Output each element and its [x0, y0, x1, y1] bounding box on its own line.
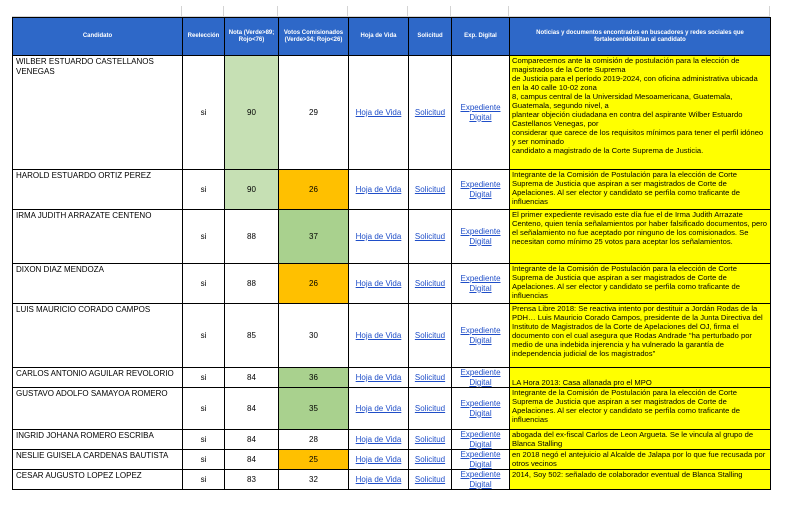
hoja-de-vida-link[interactable]: Hoja de Vida: [349, 450, 409, 470]
candidates-table: [12, 17, 771, 490]
news-cell[interactable]: [510, 210, 771, 264]
nota-cell[interactable]: 84: [225, 368, 279, 388]
hoja-de-vida-link[interactable]: Hoja de Vida: [349, 56, 409, 170]
solicitud-link[interactable]: Solicitud: [409, 264, 452, 304]
news-text: Integrante de la Comisión de Postulación para la elección de Corte Suprema de Justicia que aspiran a ser magistrados de Corte de Apelaciones. Al ser elector y candidato se perfila como traficante de influencias: [512, 264, 740, 300]
hoja-de-vida-link[interactable]: Hoja de Vida: [349, 264, 409, 304]
hoja-de-vida-link[interactable]: Hoja de Vida: [349, 368, 409, 388]
table-row: [13, 304, 771, 368]
expediente-digital-link[interactable]: Expediente Digital: [452, 264, 510, 304]
reeleccion-cell[interactable]: si: [183, 368, 225, 388]
expediente-digital-link[interactable]: Expediente Digital: [452, 388, 510, 430]
expediente-digital-link[interactable]: Expediente Digital: [452, 304, 510, 368]
candidate-name[interactable]: INGRID JOHANA ROMERO ESCRIBA: [13, 430, 183, 450]
solicitud-link[interactable]: Solicitud: [409, 450, 452, 470]
grid-cell[interactable]: [224, 6, 278, 17]
nota-cell[interactable]: 88: [225, 264, 279, 304]
nota-cell[interactable]: 88: [225, 210, 279, 264]
reeleccion-cell[interactable]: si: [183, 56, 225, 170]
table-row: [13, 430, 771, 450]
news-text: 2014, Soy 502: señalado de colaborador eventual de Blanca Stalling: [512, 470, 743, 479]
header-hoja-de-vida[interactable]: Hoja de Vida: [349, 18, 409, 56]
nota-cell[interactable]: 84: [225, 450, 279, 470]
votos-cell[interactable]: 28: [279, 430, 349, 450]
solicitud-link[interactable]: Solicitud: [409, 210, 452, 264]
news-cell[interactable]: [510, 264, 771, 304]
header-votos[interactable]: Votos Comisionados (Verde>34; Rojo<26): [279, 18, 349, 56]
news-cell[interactable]: [510, 470, 771, 490]
header-noticias[interactable]: Noticias y documentos encontrados en buscadores y redes sociales que fortalecen/debilitan al candidato: [510, 18, 771, 56]
header-solicitud[interactable]: Solicitud: [409, 18, 452, 56]
candidate-name[interactable]: DIXON DIAZ MENDOZA: [13, 264, 183, 304]
header-row: [13, 18, 771, 56]
reeleccion-cell[interactable]: si: [183, 470, 225, 490]
nota-cell[interactable]: 84: [225, 430, 279, 450]
reeleccion-cell[interactable]: si: [183, 388, 225, 430]
news-cell[interactable]: [510, 304, 771, 368]
reeleccion-cell[interactable]: si: [183, 450, 225, 470]
votos-cell[interactable]: 29: [279, 56, 349, 170]
news-text: Prensa Libre 2018: Se reactiva intento por destituir a Jordán Rodas de la PDH… Luis Mauricio Corado Campos, presidente de la Junta Directiva del Instituto de Magistrados de la Corte de Apelaciones del OJ, firma el documento con el cual asegura que Rodas Andrade "ha perturbado por medio de una indebida injerencia y ha vulnerado la garantía de independencia judicial de los magistrados": [512, 304, 763, 358]
news-cell[interactable]: [510, 388, 771, 430]
news-text: abogada del ex-fiscal Carlos de Leon Argueta. Se le vincula al grupo de Blanca Stalling: [512, 430, 754, 448]
nota-cell[interactable]: 90: [225, 56, 279, 170]
news-cell[interactable]: [510, 170, 771, 210]
votos-cell[interactable]: 30: [279, 304, 349, 368]
table-row: [13, 264, 771, 304]
nota-cell[interactable]: 85: [225, 304, 279, 368]
news-text: Integrante de la Comisión de Postulación para la elección de Corte Suprema de Justicia que aspiran a ser magistrados de Corte de Apelaciones. Al ser elector y candidato se perfila como traficante de influencias: [512, 170, 740, 206]
candidate-name[interactable]: CARLOS ANTONIO AGUILAR REVOLORIO: [13, 368, 183, 388]
candidate-name[interactable]: GUSTAVO ADOLFO SAMAYOA ROMERO: [13, 388, 183, 430]
header-reeleccion[interactable]: Reelección: [183, 18, 225, 56]
candidate-name[interactable]: CESAR AUGUSTO LOPEZ LOPEZ: [13, 470, 183, 490]
expediente-digital-link[interactable]: Expediente Digital: [452, 170, 510, 210]
table-row: [13, 470, 771, 490]
grid-cell[interactable]: [12, 6, 182, 17]
news-cell[interactable]: [510, 56, 771, 170]
reeleccion-cell[interactable]: si: [183, 430, 225, 450]
table-row: [13, 56, 771, 170]
votos-cell[interactable]: 36: [279, 368, 349, 388]
expediente-digital-link[interactable]: Expediente Digital: [452, 470, 510, 490]
grid-cell[interactable]: [348, 6, 408, 17]
grid-cell[interactable]: [182, 6, 224, 17]
candidate-name[interactable]: HAROLD ESTUARDO ORTIZ PEREZ: [13, 170, 183, 210]
solicitud-link[interactable]: Solicitud: [409, 470, 452, 490]
grid-cell[interactable]: [278, 6, 348, 17]
reeleccion-cell[interactable]: si: [183, 304, 225, 368]
news-text: LA Hora 2013: Casa allanada pro el MPO: [512, 378, 652, 387]
news-cell[interactable]: [510, 368, 771, 388]
candidate-name[interactable]: IRMA JUDITH ARRAZATE CENTENO: [13, 210, 183, 264]
solicitud-link[interactable]: Solicitud: [409, 368, 452, 388]
solicitud-link[interactable]: Solicitud: [409, 304, 452, 368]
news-text: El primer expediente revisado este día fue el de Irma Judith Arrazate Centeno, quien tenía señalamientos por haber falsificado documentos, pero el señalamiento no fue aceptado por ninguno de los comisionados. Se necesitan como mínimo 25 votos para aceptar los señalamientos.: [512, 210, 767, 246]
expediente-digital-link[interactable]: Expediente Digital: [452, 430, 510, 450]
reeleccion-cell[interactable]: si: [183, 210, 225, 264]
spreadsheet: [12, 6, 770, 490]
candidate-name[interactable]: WILBER ESTUARDO CASTELLANOS VENEGAS: [13, 56, 183, 170]
reeleccion-cell[interactable]: si: [183, 264, 225, 304]
solicitud-link[interactable]: Solicitud: [409, 56, 452, 170]
hoja-de-vida-link[interactable]: Hoja de Vida: [349, 388, 409, 430]
grid-cell[interactable]: [451, 6, 509, 17]
expediente-digital-link[interactable]: Expediente Digital: [452, 56, 510, 170]
votos-cell[interactable]: 32: [279, 470, 349, 490]
votos-cell[interactable]: 26: [279, 264, 349, 304]
candidate-name[interactable]: NESLIE GUISELA CARDENAS BAUTISTA: [13, 450, 183, 470]
table-row: [13, 368, 771, 388]
nota-cell[interactable]: 90: [225, 170, 279, 210]
table-row: [13, 388, 771, 430]
solicitud-link[interactable]: Solicitud: [409, 430, 452, 450]
votos-cell[interactable]: 35: [279, 388, 349, 430]
votos-cell[interactable]: 26: [279, 170, 349, 210]
expediente-digital-link[interactable]: Expediente Digital: [452, 368, 510, 388]
header-nota[interactable]: Nota (Verde>89; Rojo<76): [225, 18, 279, 56]
news-text: Comparecemos ante la comisión de postulación para la elección de magistrados de la Corte Suprema de Justicia para el período 2019-2024, con oficina administrativa ubicada en la 40 calle 10-02 zona 8, campus central de la Universidad Mesoamericana, Guatemala, Guatemala, segundo nivel, a plantear objeción ciudadana en contra del aspirante Wilber Estuardo Castellanos Venegas, por considerar que carece de los requisitos mínimos para tener el perfil idóneo y ser nominado candidato a magistrado de la Corte Suprema de Justicia.: [512, 56, 764, 155]
solicitud-link[interactable]: Solicitud: [409, 388, 452, 430]
hoja-de-vida-link[interactable]: Hoja de Vida: [349, 304, 409, 368]
reeleccion-cell[interactable]: si: [183, 170, 225, 210]
votos-cell[interactable]: 37: [279, 210, 349, 264]
hoja-de-vida-link[interactable]: Hoja de Vida: [349, 210, 409, 264]
hoja-de-vida-link[interactable]: Hoja de Vida: [349, 170, 409, 210]
header-exp-digital[interactable]: Exp. Digital: [452, 18, 510, 56]
hoja-de-vida-link[interactable]: Hoja de Vida: [349, 430, 409, 450]
table-row: [13, 450, 771, 470]
nota-cell[interactable]: 84: [225, 388, 279, 430]
expediente-digital-link[interactable]: Expediente Digital: [452, 450, 510, 470]
votos-cell[interactable]: 25: [279, 450, 349, 470]
grid-cell[interactable]: [509, 6, 770, 17]
news-text: en 2018 negó el antejuicio al Alcalde de Jalapa por lo que fue recusada por otros vecinos: [512, 450, 766, 468]
grid-top-row: [12, 6, 770, 17]
table-row: [13, 210, 771, 264]
news-cell[interactable]: [510, 450, 771, 470]
expediente-digital-link[interactable]: Expediente Digital: [452, 210, 510, 264]
table-row: [13, 170, 771, 210]
grid-cell[interactable]: [408, 6, 451, 17]
news-text: Integrante de la Comisión de Postulación para la elección de Corte Suprema de Justicia que aspiran a ser magistrados de Corte de Apelaciones. Al ser elector y candidato se perfila como traficante de influencias: [512, 388, 740, 424]
hoja-de-vida-link[interactable]: Hoja de Vida: [349, 470, 409, 490]
solicitud-link[interactable]: Solicitud: [409, 170, 452, 210]
candidate-name[interactable]: LUIS MAURICIO CORADO CAMPOS: [13, 304, 183, 368]
news-cell[interactable]: [510, 430, 771, 450]
nota-cell[interactable]: 83: [225, 470, 279, 490]
header-candidato[interactable]: Candidato: [13, 18, 183, 56]
